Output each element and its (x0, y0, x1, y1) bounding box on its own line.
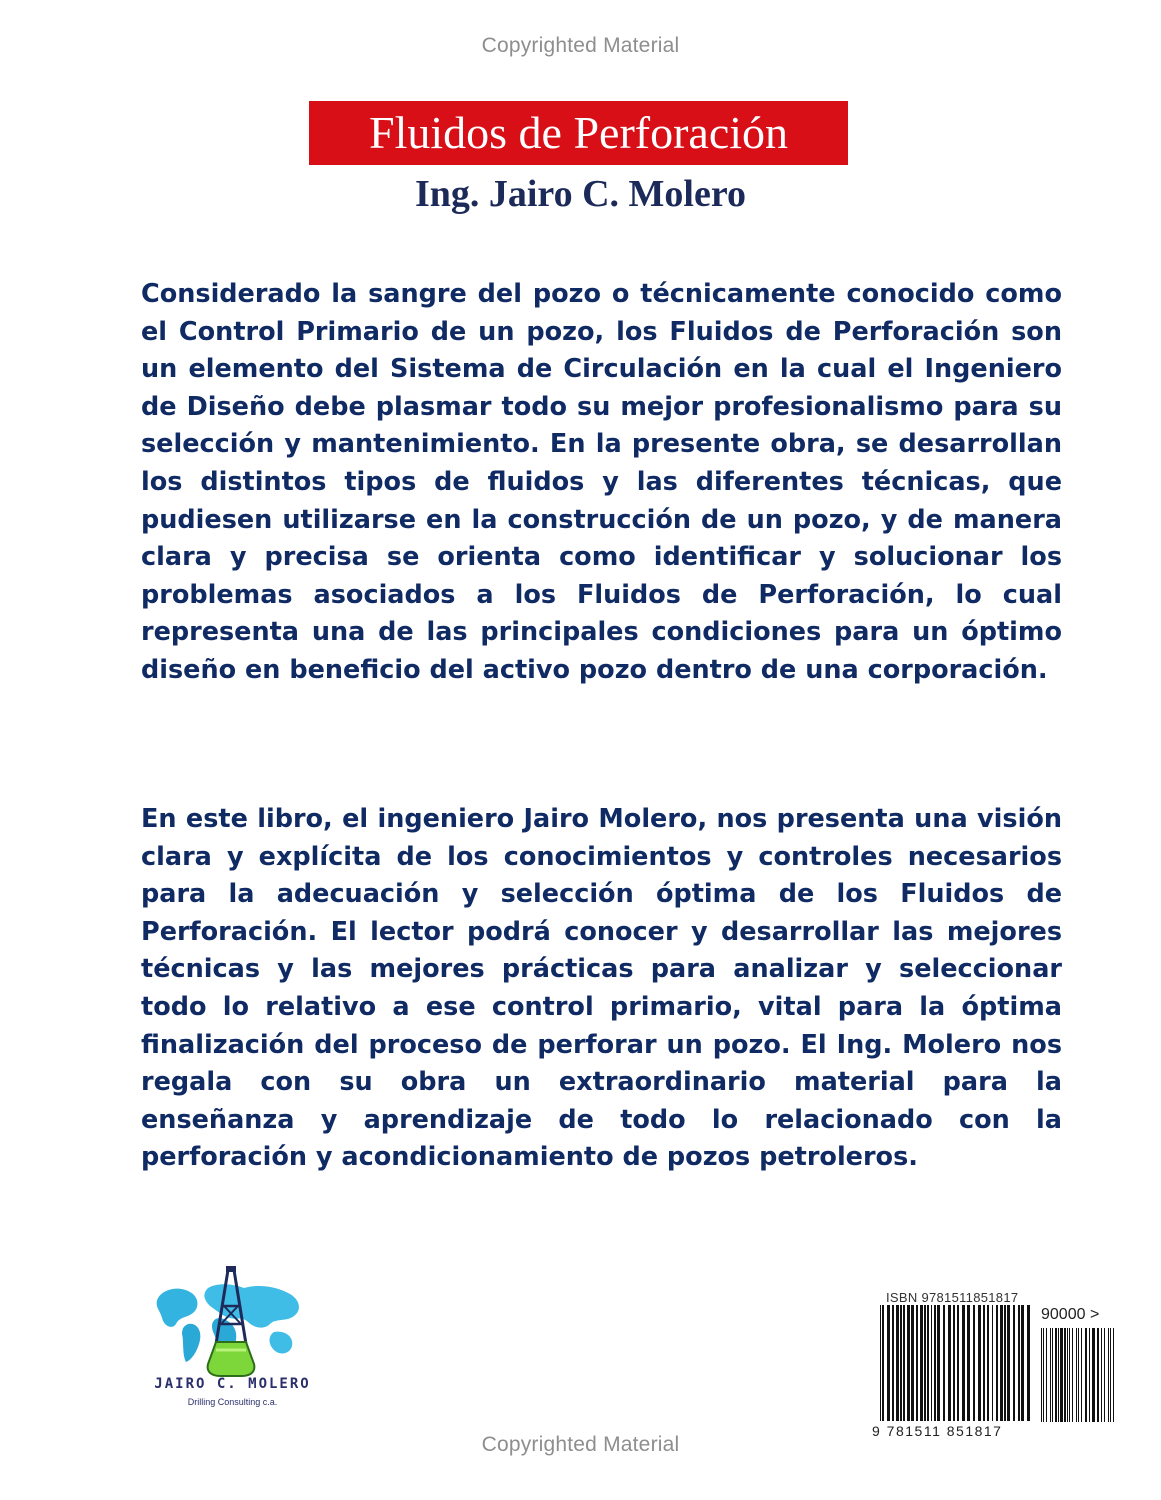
copyright-watermark-top: Copyrighted Material (481, 34, 680, 57)
barcode-bar (1052, 1328, 1053, 1422)
barcode-bar (903, 1305, 905, 1421)
barcode-bar (1104, 1328, 1105, 1422)
barcode-bar (934, 1305, 936, 1421)
barcode-bar (967, 1305, 970, 1421)
barcode-bar (892, 1305, 894, 1421)
barcode-bar (943, 1305, 945, 1421)
barcode-bar (1108, 1328, 1109, 1422)
publisher-logo-subtitle: Drilling Consulting c.a. (187, 1397, 278, 1407)
publisher-logo-name: JAIRO C. MOLERO (154, 1376, 311, 1392)
barcode-bar (937, 1305, 940, 1421)
barcode-bar (1027, 1305, 1030, 1421)
barcode-bar (1000, 1305, 1003, 1421)
barcode-bar (1050, 1328, 1051, 1422)
barcode-bar (1041, 1328, 1042, 1422)
description-paragraph-1: Considerado la sangre del pozo o técnicamente conocido como el Control Primario de un pozo, los Fluidos de Perforación son un elemento del Sistema de Circulación en la cual el Ingeniero de Diseño debe plasmar todo su mejor profesionalismo para su selección y mantenimiento. En la presente obra, se desarrollan los distintos tipos de fluidos y las diferentes técnicas, que pudiesen utilizarse en la construcción de un pozo, y de manera clara y precisa se orienta como identificar y solucionar los problemas asociados a los Fluidos de Perforación, lo cual representa una de las principales condiciones para un óptimo diseño en beneficio del activo pozo dentro de una corporación. (141, 279, 1062, 685)
barcode-bar (887, 1305, 890, 1421)
barcode-bar (1064, 1328, 1066, 1422)
barcode-bar (920, 1305, 923, 1421)
barcode-bar (973, 1305, 975, 1421)
barcode-bar (1097, 1328, 1099, 1422)
book-title: Fluidos de Perforación (368, 107, 789, 158)
barcode-bar (916, 1305, 918, 1421)
barcode-bar (924, 1305, 926, 1421)
barcode-bar (1078, 1328, 1079, 1422)
barcode-bar (1058, 1328, 1059, 1422)
barcode-bar (1076, 1328, 1077, 1422)
isbn-barcode (880, 1305, 1030, 1421)
barcode-bar (1067, 1328, 1068, 1422)
description-paragraph-2: En este libro, el ingeniero Jairo Molero, nos presenta una visión clara y explícita de los conocimientos y controles necesarios para la adecuación y selección óptima de los Fluidos de Perforación. El lector podrá conocer y desarrollar las mejores técnicas y las mejores prácticas para analizar y seleccionar todo lo relativo a ese control primario, vital para la óptima finalización del proceso de perforar un pozo. El Ing. Molero nos regala con su obra un extraordinario material para la enseñanza y aprendizaje de todo lo relacionado con la perforación y acondicionamiento de pozos petroleros. (141, 804, 1062, 1173)
barcode-bar (896, 1305, 899, 1421)
book-author: Ing. Jairo C. Molero (414, 173, 747, 215)
barcode-bar (880, 1305, 881, 1421)
barcode-bar (1013, 1305, 1015, 1421)
barcode-bar (957, 1305, 959, 1421)
barcode-bar (1085, 1328, 1087, 1422)
barcode-bar (992, 1305, 993, 1421)
barcode-bar (1072, 1328, 1073, 1422)
barcode-bar (927, 1305, 929, 1421)
barcode-bar (948, 1305, 951, 1421)
barcode-bar (1046, 1328, 1047, 1422)
barcode-bar (1113, 1328, 1114, 1422)
price-barcode (1041, 1328, 1117, 1422)
barcode-bar (996, 1305, 998, 1421)
barcode-bar (1101, 1328, 1102, 1422)
barcode-bar (1021, 1305, 1024, 1421)
barcode-bar (1004, 1305, 1006, 1421)
barcode-bar (1081, 1328, 1082, 1422)
barcode-bar (911, 1305, 914, 1421)
barcode-bar (1089, 1328, 1090, 1422)
barcode-bar (1043, 1328, 1044, 1422)
barcode-bar (907, 1305, 910, 1421)
barcode-bar (1055, 1328, 1057, 1422)
barcode-bar (882, 1305, 884, 1421)
barcode-bar (1018, 1305, 1020, 1421)
barcode-number: 9 781511 851817 (872, 1423, 1003, 1439)
barcode-bar (962, 1305, 965, 1421)
isbn-label: ISBN 9781511851817 (886, 1290, 1019, 1305)
barcode-bar (987, 1305, 989, 1421)
barcode-bar (1069, 1328, 1070, 1422)
barcode-bar (1060, 1328, 1063, 1422)
barcode-bar (953, 1305, 955, 1421)
title-banner (309, 101, 848, 165)
barcode-bar (931, 1305, 932, 1421)
barcode-bar (983, 1305, 985, 1421)
barcode-bar (978, 1305, 981, 1421)
barcode-bar (1007, 1305, 1010, 1421)
price-code: 90000 > (1041, 1306, 1100, 1323)
barcode-bar (900, 1305, 902, 1421)
barcode-bar (1092, 1328, 1095, 1422)
barcode-bar (1110, 1328, 1111, 1422)
copyright-watermark-bottom: Copyrighted Material (481, 1433, 680, 1456)
